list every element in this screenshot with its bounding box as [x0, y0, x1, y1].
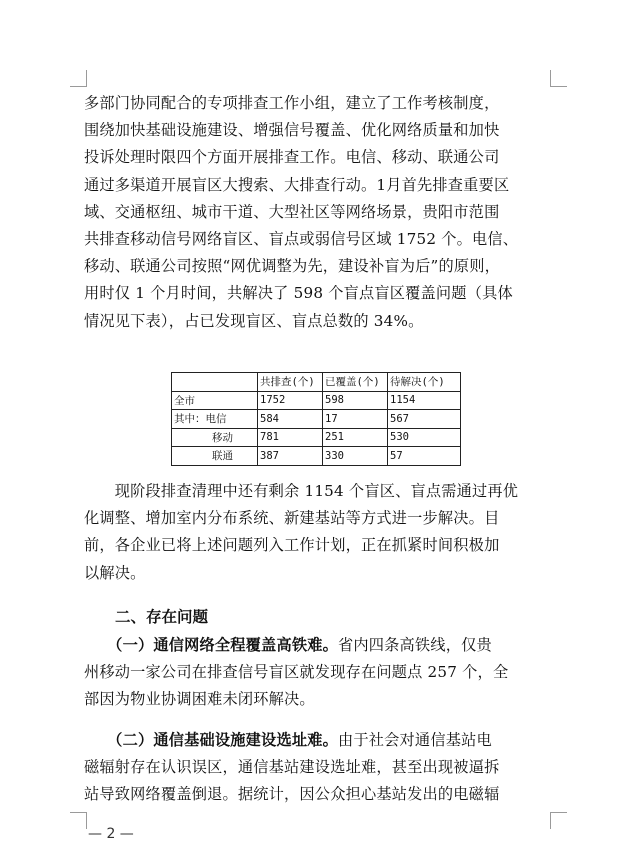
cell-covered: 17 — [323, 410, 388, 429]
page-number: — 2 — — [88, 826, 134, 842]
table-header-row — [172, 373, 461, 392]
cell-total: 387 — [258, 447, 323, 466]
row-label: 移动 — [172, 428, 258, 447]
header-cell — [172, 373, 258, 392]
text-line — [84, 727, 554, 754]
table-row — [172, 391, 461, 410]
table-row — [172, 447, 461, 466]
table-row — [172, 428, 461, 447]
text-line — [84, 632, 554, 659]
cell-pending: 530 — [388, 428, 461, 447]
row-label: 联通 — [172, 447, 258, 466]
crop-mark-bottom-right — [550, 812, 567, 829]
row-label: 全市 — [172, 391, 258, 410]
blind-spot-table — [171, 372, 461, 466]
text-line: 通过多渠道开展盲区大搜索、大排查行动。1月首先排查重要区 — [84, 175, 510, 194]
section-heading: 二、存在问题 — [115, 608, 209, 626]
paragraph-issue-site-selection — [84, 727, 554, 809]
cell-total: 1752 — [258, 391, 323, 410]
text-line: 磁辐射存在认识误区，通信基站建设选址难，甚至出现被逼拆 — [84, 758, 500, 777]
text-line: 以解决。 — [84, 563, 146, 582]
text-line: 共排查移动信号网络盲区、盲点或弱信号区域 1752 个。电信、 — [84, 229, 519, 248]
crop-mark-top-left — [70, 70, 87, 87]
text-line: 多部门协同配合的专项排查工作小组，建立了工作考核制度， — [84, 94, 500, 112]
text-line: 部因为物业协调困难未闭环解决。 — [84, 690, 315, 709]
text-line: 前，各企业已将上述问题列入工作计划，正在抓紧时间积极加 — [84, 536, 500, 555]
row-label: 其中：电信 — [172, 410, 258, 429]
cell-covered: 251 — [323, 428, 388, 447]
text-line: 移动、联通公司按照“网优调整为先，建设补盲为后”的原则， — [84, 257, 501, 276]
text-line: 站导致网络覆盖倒退。据统计，因公众担心基站发出的电磁辐 — [84, 785, 500, 804]
cell-total: 584 — [258, 410, 323, 429]
cell-pending: 1154 — [388, 391, 461, 410]
cell-covered: 598 — [323, 391, 388, 410]
text-line: 投诉处理时限四个方面开展排查工作。电信、移动、联通公司 — [84, 148, 500, 167]
header-cell: 待解决(个) — [388, 373, 461, 392]
text-line: 现阶段排查清理中还有剩余 1154 个盲区、盲点需通过再优 — [84, 482, 519, 500]
text-line: 化调整、增加室内分布系统、新建基站等方式进一步解决。目 — [84, 509, 500, 528]
crop-mark-bottom-left — [70, 812, 87, 829]
paragraph-issue-high-speed-rail — [84, 632, 554, 714]
table-row — [172, 410, 461, 429]
text-run: 由于社会对通信基站电 — [338, 731, 492, 749]
cell-pending: 567 — [388, 410, 461, 429]
cell-pending: 57 — [388, 447, 461, 466]
issue-title: （二）通信基础设施建设选址难。 — [114, 731, 338, 749]
paragraph-blind-spot-survey — [84, 90, 554, 335]
cell-covered: 330 — [323, 447, 388, 466]
issue-title: （一）通信网络全程覆盖高铁难。 — [114, 636, 338, 654]
cell-total: 781 — [258, 428, 323, 447]
text-line: 州移动一家公司在排查信号盲区就发现存在问题点 257 个，全 — [84, 663, 509, 682]
text-run: 省内四条高铁线，仅贵 — [338, 636, 492, 654]
header-cell: 共排查(个) — [258, 373, 323, 392]
text-line: 情况见下表），占已发现盲区、盲点总数的 34%。 — [84, 311, 424, 330]
crop-mark-top-right — [550, 70, 567, 87]
paragraph-remaining-work — [84, 478, 554, 587]
text-line: 用时仅 1 个月时间，共解决了 598 个盲点盲区覆盖问题（具体 — [84, 284, 513, 303]
text-line: 围绕加快基础设施建设、增强信号覆盖、优化网络质量和加快 — [84, 121, 500, 140]
text-line: 域、交通枢纽、城市干道、大型社区等网络场景，贵阳市范围 — [84, 202, 500, 221]
header-cell: 已覆盖(个) — [323, 373, 388, 392]
